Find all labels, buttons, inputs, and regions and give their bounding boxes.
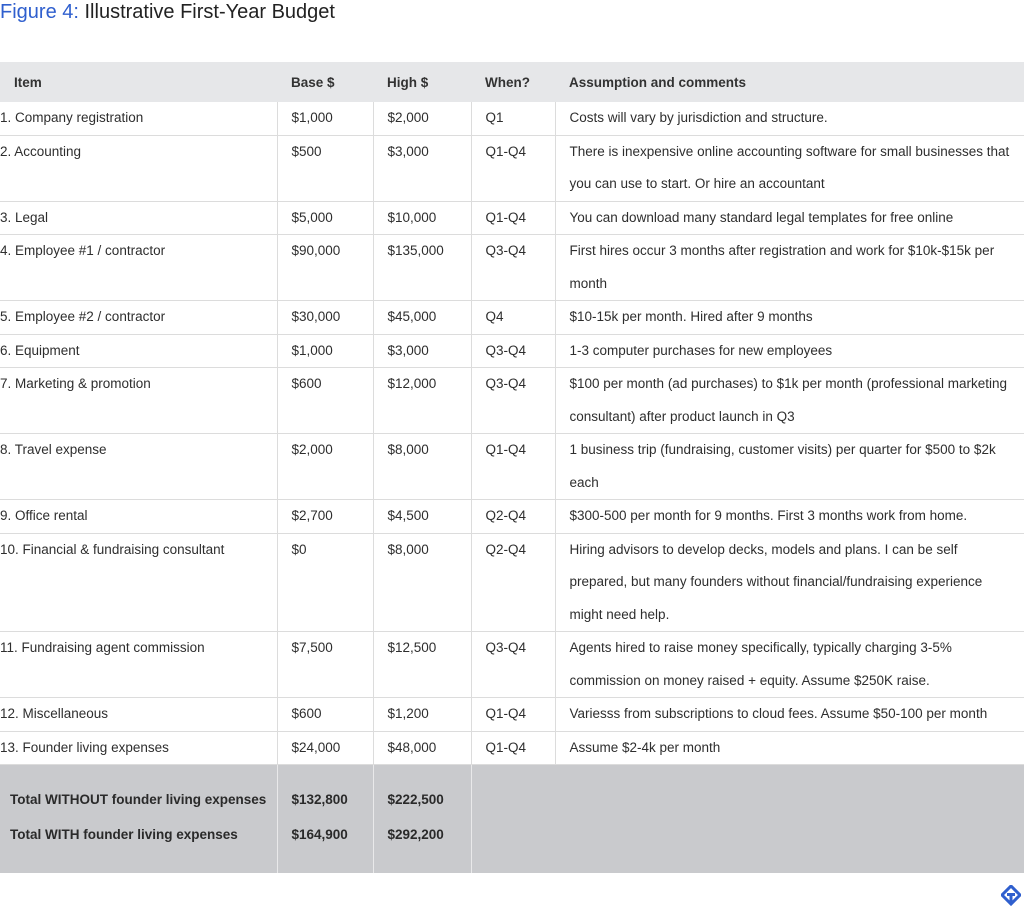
row-item: 4. Employee #1 / contractor xyxy=(0,235,277,301)
row-item: 9. Office rental xyxy=(0,500,277,534)
figure-number: Figure 4: xyxy=(0,1,79,23)
row-when: Q1 xyxy=(471,102,555,135)
row-when: Q2-Q4 xyxy=(471,500,555,534)
total-base: $132,800 xyxy=(277,765,373,818)
table-row xyxy=(0,102,1024,135)
total-row-without-founder xyxy=(0,765,1024,818)
total-label: Total WITH founder living expenses xyxy=(0,817,277,873)
figure-title: Illustrative First-Year Budget xyxy=(84,1,335,23)
row-high: $12,000 xyxy=(373,368,471,434)
row-item: 10. Financial & fundraising consultant xyxy=(0,533,277,632)
budget-table xyxy=(0,62,1024,873)
header-comments: Assumption and comments xyxy=(569,74,747,90)
row-comment: $10-15k per month. Hired after 9 months xyxy=(555,301,1024,335)
row-when: Q4 xyxy=(471,301,555,335)
table-row xyxy=(0,698,1024,732)
row-base: $600 xyxy=(277,698,373,732)
figure-caption xyxy=(0,0,335,26)
row-item: 12. Miscellaneous xyxy=(0,698,277,732)
row-high: $8,000 xyxy=(373,533,471,632)
table-row xyxy=(0,500,1024,534)
row-comment: Assume $2-4k per month xyxy=(555,731,1024,765)
row-comment: Costs will vary by jurisdiction and structure. xyxy=(555,102,1024,135)
row-high: $3,000 xyxy=(373,334,471,368)
row-base: $600 xyxy=(277,368,373,434)
table-row xyxy=(0,334,1024,368)
table-header xyxy=(0,62,1024,102)
row-comment: $100 per month (ad purchases) to $1k per month (professional marketing consultant) after product launch in Q3 xyxy=(555,368,1024,434)
table-row xyxy=(0,731,1024,765)
row-comment: Variesss from subscriptions to cloud fees. Assume $50-100 per month xyxy=(555,698,1024,732)
row-when: Q1-Q4 xyxy=(471,731,555,765)
row-base: $24,000 xyxy=(277,731,373,765)
row-comment: 1-3 computer purchases for new employees xyxy=(555,334,1024,368)
row-base: $1,000 xyxy=(277,102,373,135)
header-when: When? xyxy=(485,74,530,90)
row-when: Q3-Q4 xyxy=(471,368,555,434)
row-item: 11. Fundraising agent commission xyxy=(0,632,277,698)
row-when: Q3-Q4 xyxy=(471,632,555,698)
row-comment: First hires occur 3 months after registration and work for $10k-$15k per month xyxy=(555,235,1024,301)
row-when: Q3-Q4 xyxy=(471,334,555,368)
table-row xyxy=(0,368,1024,434)
row-item: 13. Founder living expenses xyxy=(0,731,277,765)
row-high: $135,000 xyxy=(373,235,471,301)
row-when: Q1-Q4 xyxy=(471,698,555,732)
table-row xyxy=(0,135,1024,201)
row-high: $48,000 xyxy=(373,731,471,765)
row-base: $2,700 xyxy=(277,500,373,534)
row-base: $2,000 xyxy=(277,434,373,500)
row-high: $3,000 xyxy=(373,135,471,201)
table-row xyxy=(0,235,1024,301)
row-when: Q1-Q4 xyxy=(471,135,555,201)
row-when: Q2-Q4 xyxy=(471,533,555,632)
row-comment: Hiring advisors to develop decks, models and plans. I can be self prepared, but many founders without financial/fundraising experience might need help. xyxy=(555,533,1024,632)
row-comment: $300-500 per month for 9 months. First 3 months work from home. xyxy=(555,500,1024,534)
header-item: Item xyxy=(14,74,42,90)
total-empty xyxy=(471,765,1024,874)
row-base: $30,000 xyxy=(277,301,373,335)
table-row xyxy=(0,201,1024,235)
row-comment: There is inexpensive online accounting software for small businesses that you can use to start. Or hire an accountant xyxy=(555,135,1024,201)
row-base: $1,000 xyxy=(277,334,373,368)
row-item: 7. Marketing & promotion xyxy=(0,368,277,434)
row-item: 8. Travel expense xyxy=(0,434,277,500)
total-label: Total WITHOUT founder living expenses xyxy=(0,765,277,818)
row-comment: 1 business trip (fundraising, customer visits) per quarter for $500 to $2k each xyxy=(555,434,1024,500)
header-row xyxy=(0,62,1024,102)
table-row xyxy=(0,533,1024,632)
row-when: Q1-Q4 xyxy=(471,434,555,500)
header-base: Base $ xyxy=(291,74,335,90)
total-high: $222,500 xyxy=(373,765,471,818)
row-base: $500 xyxy=(277,135,373,201)
toptal-logo-icon xyxy=(1001,885,1021,907)
row-when: Q1-Q4 xyxy=(471,201,555,235)
row-item: 1. Company registration xyxy=(0,102,277,135)
table-row xyxy=(0,301,1024,335)
row-base: $90,000 xyxy=(277,235,373,301)
row-when: Q3-Q4 xyxy=(471,235,555,301)
row-high: $10,000 xyxy=(373,201,471,235)
totals-section xyxy=(0,765,1024,874)
row-high: $2,000 xyxy=(373,102,471,135)
row-high: $8,000 xyxy=(373,434,471,500)
table-row xyxy=(0,434,1024,500)
row-item: 6. Equipment xyxy=(0,334,277,368)
row-base: $0 xyxy=(277,533,373,632)
row-high: $4,500 xyxy=(373,500,471,534)
row-comment: Agents hired to raise money specifically, typically charging 3-5% commission on money raised + equity. Assume $250K raise. xyxy=(555,632,1024,698)
row-comment: You can download many standard legal templates for free online xyxy=(555,201,1024,235)
row-base: $7,500 xyxy=(277,632,373,698)
total-high: $292,200 xyxy=(373,817,471,873)
table-row xyxy=(0,632,1024,698)
row-item: 5. Employee #2 / contractor xyxy=(0,301,277,335)
header-high: High $ xyxy=(387,74,429,90)
row-high: $1,200 xyxy=(373,698,471,732)
total-base: $164,900 xyxy=(277,817,373,873)
row-high: $12,500 xyxy=(373,632,471,698)
row-high: $45,000 xyxy=(373,301,471,335)
row-base: $5,000 xyxy=(277,201,373,235)
table-body xyxy=(0,102,1024,765)
row-item: 2. Accounting xyxy=(0,135,277,201)
row-item: 3. Legal xyxy=(0,201,277,235)
